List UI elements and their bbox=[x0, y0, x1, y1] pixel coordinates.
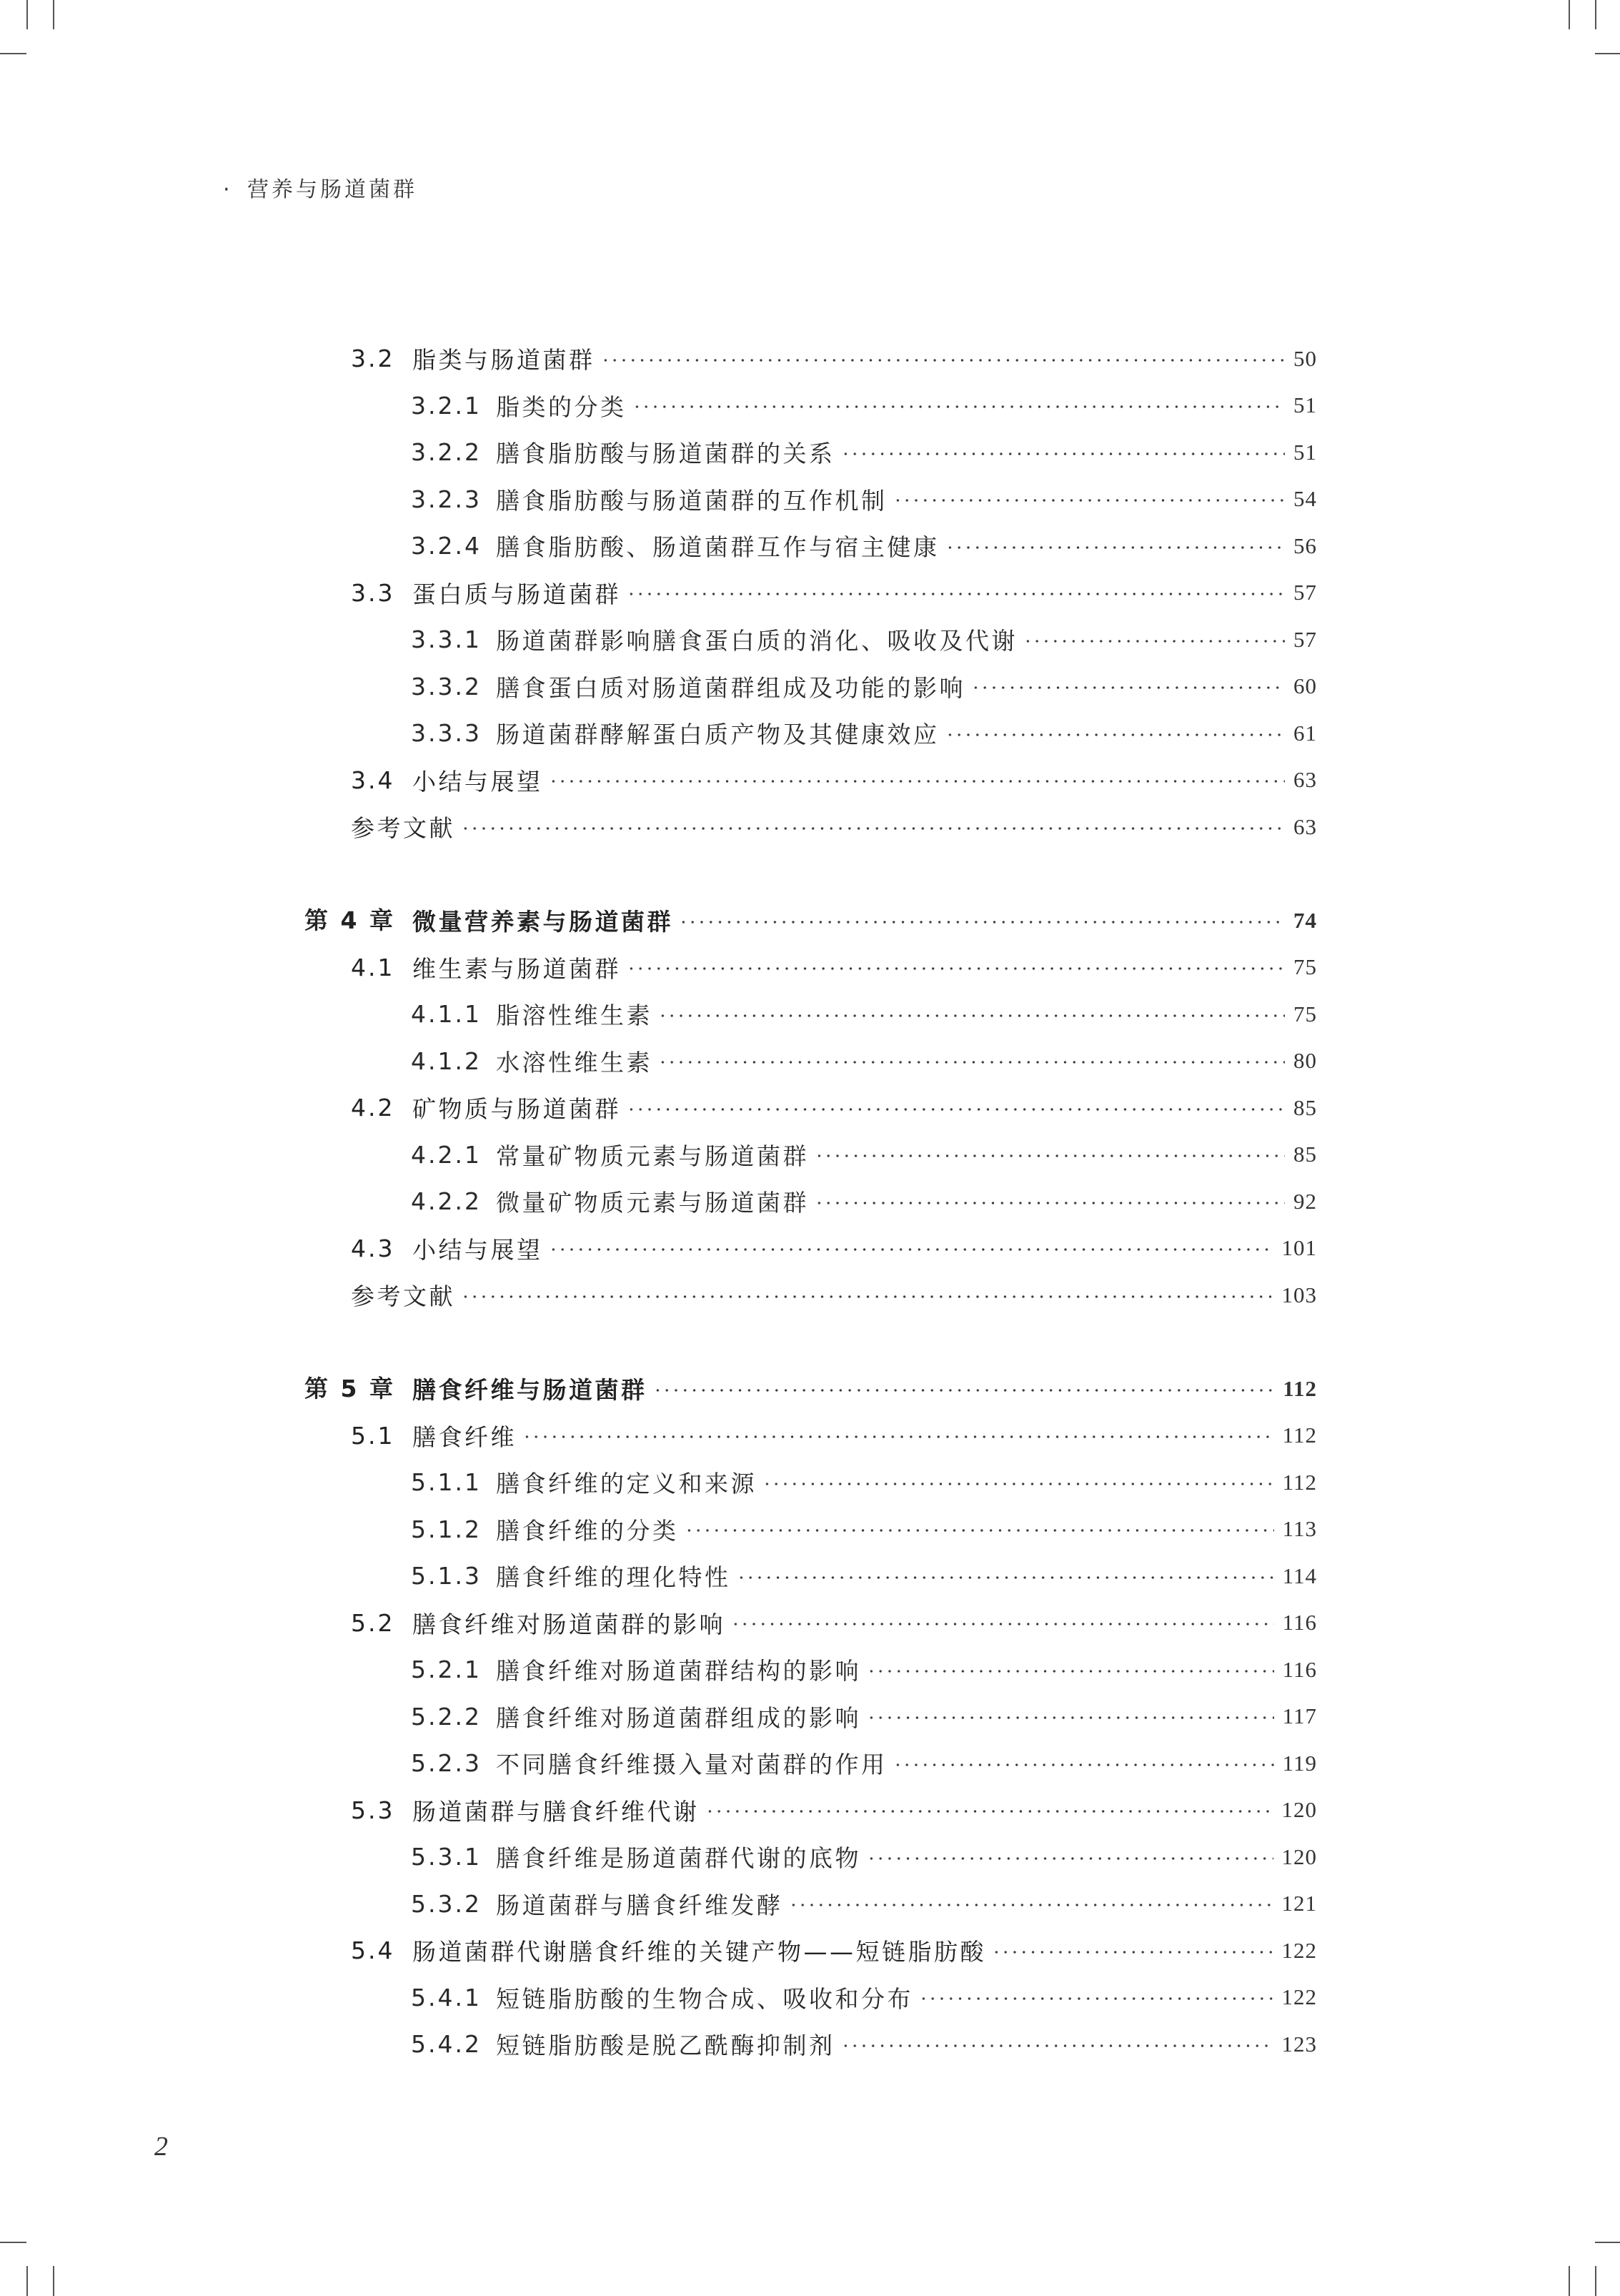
toc-entry-title: 不同膳食纤维摄入量对菌群的作用 bbox=[496, 1751, 888, 1779]
toc-block bbox=[0, 1365, 1317, 2068]
toc-entry-page: 75 bbox=[1293, 954, 1317, 980]
toc-entry-number: 5.2.3 bbox=[411, 1749, 482, 1777]
toc-entry-page: 112 bbox=[1282, 1422, 1317, 1448]
toc-entry-subsection bbox=[0, 1506, 1317, 1553]
toc-entry-number: 4.3 bbox=[351, 1234, 395, 1262]
crop-mark bbox=[26, 0, 28, 29]
toc-entry-page: 114 bbox=[1282, 1563, 1317, 1588]
toc-block bbox=[0, 335, 1317, 851]
toc-entry-chapter bbox=[0, 1365, 1317, 1412]
dot-leader bbox=[731, 1619, 1274, 1629]
toc-entry-section bbox=[0, 1412, 1317, 1460]
crop-mark bbox=[1595, 2242, 1620, 2243]
toc-entry-number: 5.1 bbox=[351, 1421, 395, 1450]
toc-entry-section bbox=[0, 1600, 1317, 1647]
dot-leader bbox=[841, 449, 1286, 459]
toc-entry-page: 56 bbox=[1293, 533, 1317, 558]
toc-entry-number: 5.1.2 bbox=[411, 1515, 482, 1543]
toc-entry-number: 5.2.1 bbox=[411, 1656, 482, 1683]
dot-leader bbox=[627, 589, 1285, 599]
toc-entry-title: 微量营养素与肠道菌群 bbox=[412, 908, 673, 936]
running-head bbox=[223, 174, 417, 206]
toc-entry-subsection bbox=[0, 382, 1317, 430]
toc-entry-chapter bbox=[0, 897, 1317, 944]
toc-entry-number: 3.2.3 bbox=[411, 485, 482, 513]
toc-entry-page: 116 bbox=[1282, 1656, 1317, 1682]
crop-mark bbox=[1569, 2266, 1570, 2296]
crop-mark bbox=[1595, 2266, 1596, 2296]
toc-entry-section bbox=[0, 757, 1317, 804]
toc-entry-page: 63 bbox=[1293, 813, 1317, 839]
toc-entry-number: 3.3 bbox=[351, 578, 395, 607]
toc-entry-subsection bbox=[0, 1834, 1317, 1881]
toc-entry-subsection bbox=[0, 2021, 1317, 2068]
toc-entry-number: 3.3.3 bbox=[411, 719, 482, 747]
toc-entry-page: 75 bbox=[1293, 1001, 1317, 1026]
dot-leader bbox=[867, 1854, 1273, 1864]
dot-leader bbox=[658, 1057, 1285, 1067]
toc-entry-number: 3.3.1 bbox=[411, 625, 482, 653]
dot-leader bbox=[601, 355, 1286, 365]
toc-entry-number: 4.1.2 bbox=[411, 1046, 482, 1075]
dot-leader bbox=[522, 1432, 1274, 1442]
toc-entry-number: 4.2 bbox=[351, 1094, 395, 1122]
toc-entry-page: 119 bbox=[1282, 1750, 1317, 1776]
toc-entry-number: 5.1.1 bbox=[411, 1468, 482, 1496]
toc-entry-number: 4.1.1 bbox=[411, 1000, 482, 1028]
toc-entry-title: 膳食脂肪酸与肠道菌群的关系 bbox=[496, 440, 835, 468]
crop-mark bbox=[0, 2242, 26, 2243]
toc-entry-section bbox=[0, 570, 1317, 617]
toc-entry-number: 5.4.1 bbox=[411, 1983, 482, 2012]
toc-entry-number: 3.4 bbox=[351, 766, 395, 794]
toc-entry-title: 水溶性维生素 bbox=[496, 1048, 652, 1077]
toc-entry-title: 膳食纤维的理化特性 bbox=[496, 1563, 731, 1592]
toc-entry-page: 101 bbox=[1281, 1235, 1317, 1261]
toc-entry-page: 122 bbox=[1281, 1937, 1317, 1963]
toc-entry-title: 肠道菌群影响膳食蛋白质的消化、吸收及代谢 bbox=[496, 627, 1018, 655]
toc-entry-subsection bbox=[0, 710, 1317, 757]
toc-entry-subsection bbox=[0, 1038, 1317, 1085]
dot-leader bbox=[653, 1385, 1275, 1395]
toc-entry-subsection bbox=[0, 523, 1317, 570]
toc-entry-page: 50 bbox=[1293, 345, 1317, 371]
table-of-contents bbox=[0, 335, 1317, 2068]
toc-entry-number: 5.4 bbox=[351, 1936, 395, 1964]
toc-entry-subsection bbox=[0, 663, 1317, 711]
crop-mark bbox=[1595, 53, 1620, 54]
toc-entry-references bbox=[0, 803, 1317, 851]
dot-leader bbox=[945, 543, 1286, 553]
toc-entry-subsection bbox=[0, 616, 1317, 663]
toc-entry-subsection bbox=[0, 1459, 1317, 1506]
toc-entry-section bbox=[0, 1084, 1317, 1132]
toc-entry-number: 3.3.2 bbox=[411, 672, 482, 701]
toc-entry-subsection bbox=[0, 1881, 1317, 1928]
toc-entry-page: 116 bbox=[1282, 1610, 1317, 1636]
dot-leader bbox=[705, 1806, 1273, 1816]
toc-entry-number: 3.2 bbox=[351, 345, 395, 372]
toc-entry-title: 小结与展望 bbox=[412, 1235, 543, 1264]
toc-entry-section bbox=[0, 944, 1317, 991]
toc-entry-subsection bbox=[0, 476, 1317, 523]
dot-leader bbox=[627, 964, 1285, 974]
toc-entry-page: 61 bbox=[1293, 720, 1317, 746]
toc-entry-title: 膳食纤维与肠道菌群 bbox=[412, 1376, 647, 1405]
dot-leader bbox=[992, 1947, 1273, 1957]
dot-leader bbox=[841, 2041, 1273, 2051]
dot-leader bbox=[762, 1479, 1274, 1489]
dot-leader bbox=[627, 1104, 1285, 1114]
toc-entry-number: 4.2.1 bbox=[411, 1140, 482, 1169]
toc-entry-page: 120 bbox=[1281, 1797, 1317, 1823]
toc-entry-subsection bbox=[0, 1974, 1317, 2022]
toc-entry-page: 92 bbox=[1293, 1188, 1317, 1214]
toc-entry-title: 膳食纤维对肠道菌群的影响 bbox=[412, 1610, 725, 1638]
toc-entry-title: 膳食纤维 bbox=[412, 1422, 517, 1451]
toc-entry-number: 5.1.3 bbox=[411, 1562, 482, 1590]
toc-entry-number: 5.4.2 bbox=[411, 2030, 482, 2058]
toc-entry-section bbox=[0, 1225, 1317, 1272]
toc-entry-subsection bbox=[0, 1693, 1317, 1741]
toc-entry-page: 60 bbox=[1293, 673, 1317, 699]
toc-entry-number: 4.2.2 bbox=[411, 1187, 482, 1215]
dot-leader bbox=[945, 730, 1286, 740]
toc-entry-title: 常量矿物质元素与肠道菌群 bbox=[496, 1142, 809, 1170]
dot-leader bbox=[893, 495, 1286, 505]
toc-entry-title: 微量矿物质元素与肠道菌群 bbox=[496, 1189, 809, 1217]
toc-entry-title: 膳食脂肪酸与肠道菌群的互作机制 bbox=[496, 486, 888, 515]
toc-entry-number: 5.3.1 bbox=[411, 1843, 482, 1871]
toc-entry-page: 57 bbox=[1293, 580, 1317, 605]
page-number: 2 bbox=[154, 2132, 168, 2162]
toc-entry-number: 第 4 章 bbox=[304, 906, 395, 934]
toc-entry-number: 5.3 bbox=[351, 1796, 395, 1824]
toc-entry-subsection bbox=[0, 429, 1317, 476]
dot-leader bbox=[549, 1245, 1273, 1255]
crop-mark bbox=[1595, 0, 1596, 29]
dot-leader bbox=[679, 917, 1285, 927]
toc-entry-page: 112 bbox=[1282, 1469, 1317, 1495]
dot-leader bbox=[815, 1151, 1285, 1161]
toc-entry-page: 57 bbox=[1293, 626, 1317, 652]
dot-leader bbox=[685, 1525, 1274, 1535]
toc-entry-page: 112 bbox=[1283, 1375, 1317, 1401]
crop-mark bbox=[53, 2266, 54, 2296]
toc-entry-page: 74 bbox=[1293, 907, 1317, 933]
dot-leader bbox=[893, 1760, 1274, 1770]
toc-entry-number: 4.1 bbox=[351, 953, 395, 981]
dot-leader bbox=[971, 683, 1285, 693]
toc-entry-subsection bbox=[0, 1178, 1317, 1225]
crop-mark bbox=[0, 53, 26, 54]
dot-leader bbox=[1023, 636, 1285, 646]
toc-entry-title: 短链脂肪酸是脱乙酰酶抑制剂 bbox=[496, 2032, 835, 2060]
toc-entry-title: 蛋白质与肠道菌群 bbox=[412, 580, 621, 608]
toc-entry-page: 123 bbox=[1281, 2031, 1317, 2057]
toc-entry-page: 85 bbox=[1293, 1094, 1317, 1120]
toc-entry-title: 脂类与肠道菌群 bbox=[412, 346, 595, 375]
toc-entry-page: 103 bbox=[1281, 1282, 1317, 1307]
dot-leader bbox=[658, 1011, 1285, 1021]
toc-block bbox=[0, 897, 1317, 1319]
dot-leader bbox=[737, 1573, 1274, 1583]
toc-entry-title: 膳食纤维的分类 bbox=[496, 1516, 679, 1545]
toc-entry-number: 3.2.1 bbox=[411, 391, 482, 420]
toc-entry-subsection bbox=[0, 1132, 1317, 1179]
toc-entry-number: 第 5 章 bbox=[304, 1375, 395, 1402]
toc-entry-page: 121 bbox=[1281, 1891, 1317, 1916]
crop-mark bbox=[53, 0, 54, 29]
running-head-bullet: · bbox=[223, 177, 233, 202]
toc-entry-page: 85 bbox=[1293, 1142, 1317, 1167]
dot-leader bbox=[549, 776, 1286, 786]
dot-leader bbox=[919, 1994, 1273, 2004]
toc-entry-title: 参考文献 bbox=[351, 814, 455, 843]
dot-leader bbox=[461, 1292, 1273, 1302]
toc-entry-page: 63 bbox=[1293, 767, 1317, 793]
toc-entry-page: 122 bbox=[1281, 1984, 1317, 2010]
toc-entry-section bbox=[0, 335, 1317, 382]
toc-entry-title: 膳食脂肪酸、肠道菌群互作与宿主健康 bbox=[496, 533, 940, 562]
toc-entry-title: 肠道菌群代谢膳食纤维的关键产物——短链脂肪酸 bbox=[412, 1938, 986, 1966]
toc-entry-number: 5.2 bbox=[351, 1608, 395, 1637]
toc-entry-title: 短链脂肪酸的生物合成、吸收和分布 bbox=[496, 1984, 913, 2013]
toc-entry-page: 80 bbox=[1293, 1048, 1317, 1074]
toc-entry-section bbox=[0, 1927, 1317, 1974]
toc-entry-number: 3.2.4 bbox=[411, 532, 482, 560]
dot-leader bbox=[867, 1713, 1274, 1723]
toc-entry-title: 肠道菌群酵解蛋白质产物及其健康效应 bbox=[496, 721, 940, 749]
dot-leader bbox=[867, 1666, 1274, 1676]
toc-entry-section bbox=[0, 1787, 1317, 1834]
toc-entry-title: 小结与展望 bbox=[412, 767, 543, 796]
toc-entry-title: 膳食纤维是肠道菌群代谢的底物 bbox=[496, 1844, 861, 1873]
toc-entry-subsection bbox=[0, 1553, 1317, 1600]
dot-leader bbox=[632, 402, 1286, 412]
toc-entry-page: 120 bbox=[1281, 1844, 1317, 1869]
toc-entry-title: 膳食纤维的定义和来源 bbox=[496, 1470, 757, 1498]
toc-entry-page: 51 bbox=[1293, 439, 1317, 465]
toc-entry-subsection bbox=[0, 1740, 1317, 1787]
toc-entry-title: 肠道菌群与膳食纤维发酵 bbox=[496, 1891, 783, 1919]
toc-entry-title: 脂类的分类 bbox=[496, 392, 627, 421]
dot-leader bbox=[815, 1198, 1285, 1208]
toc-entry-number: 5.3.2 bbox=[411, 1889, 482, 1918]
toc-entry-title: 膳食纤维对肠道菌群结构的影响 bbox=[496, 1657, 861, 1686]
toc-entry-references bbox=[0, 1272, 1317, 1319]
toc-entry-page: 51 bbox=[1293, 392, 1317, 418]
toc-entry-title: 参考文献 bbox=[351, 1282, 455, 1311]
dot-leader bbox=[789, 1900, 1273, 1910]
toc-entry-page: 113 bbox=[1282, 1516, 1317, 1542]
toc-entry-title: 矿物质与肠道菌群 bbox=[412, 1095, 621, 1124]
toc-entry-title: 脂溶性维生素 bbox=[496, 1001, 652, 1030]
crop-mark bbox=[1569, 0, 1570, 29]
toc-entry-subsection bbox=[0, 991, 1317, 1038]
toc-entry-page: 54 bbox=[1293, 486, 1317, 512]
crop-mark bbox=[26, 2266, 28, 2296]
toc-entry-title: 膳食蛋白质对肠道菌群组成及功能的影响 bbox=[496, 673, 965, 702]
toc-entry-title: 肠道菌群与膳食纤维代谢 bbox=[412, 1797, 700, 1826]
toc-entry-title: 膳食纤维对肠道菌群组成的影响 bbox=[496, 1703, 861, 1732]
toc-entry-number: 5.2.2 bbox=[411, 1702, 482, 1731]
toc-entry-number: 3.2.2 bbox=[411, 438, 482, 466]
toc-entry-page: 117 bbox=[1282, 1703, 1317, 1729]
dot-leader bbox=[461, 823, 1285, 833]
toc-entry-subsection bbox=[0, 1646, 1317, 1693]
running-head-title: 营养与肠道菌群 bbox=[247, 177, 417, 202]
toc-entry-title: 维生素与肠道菌群 bbox=[412, 954, 621, 983]
